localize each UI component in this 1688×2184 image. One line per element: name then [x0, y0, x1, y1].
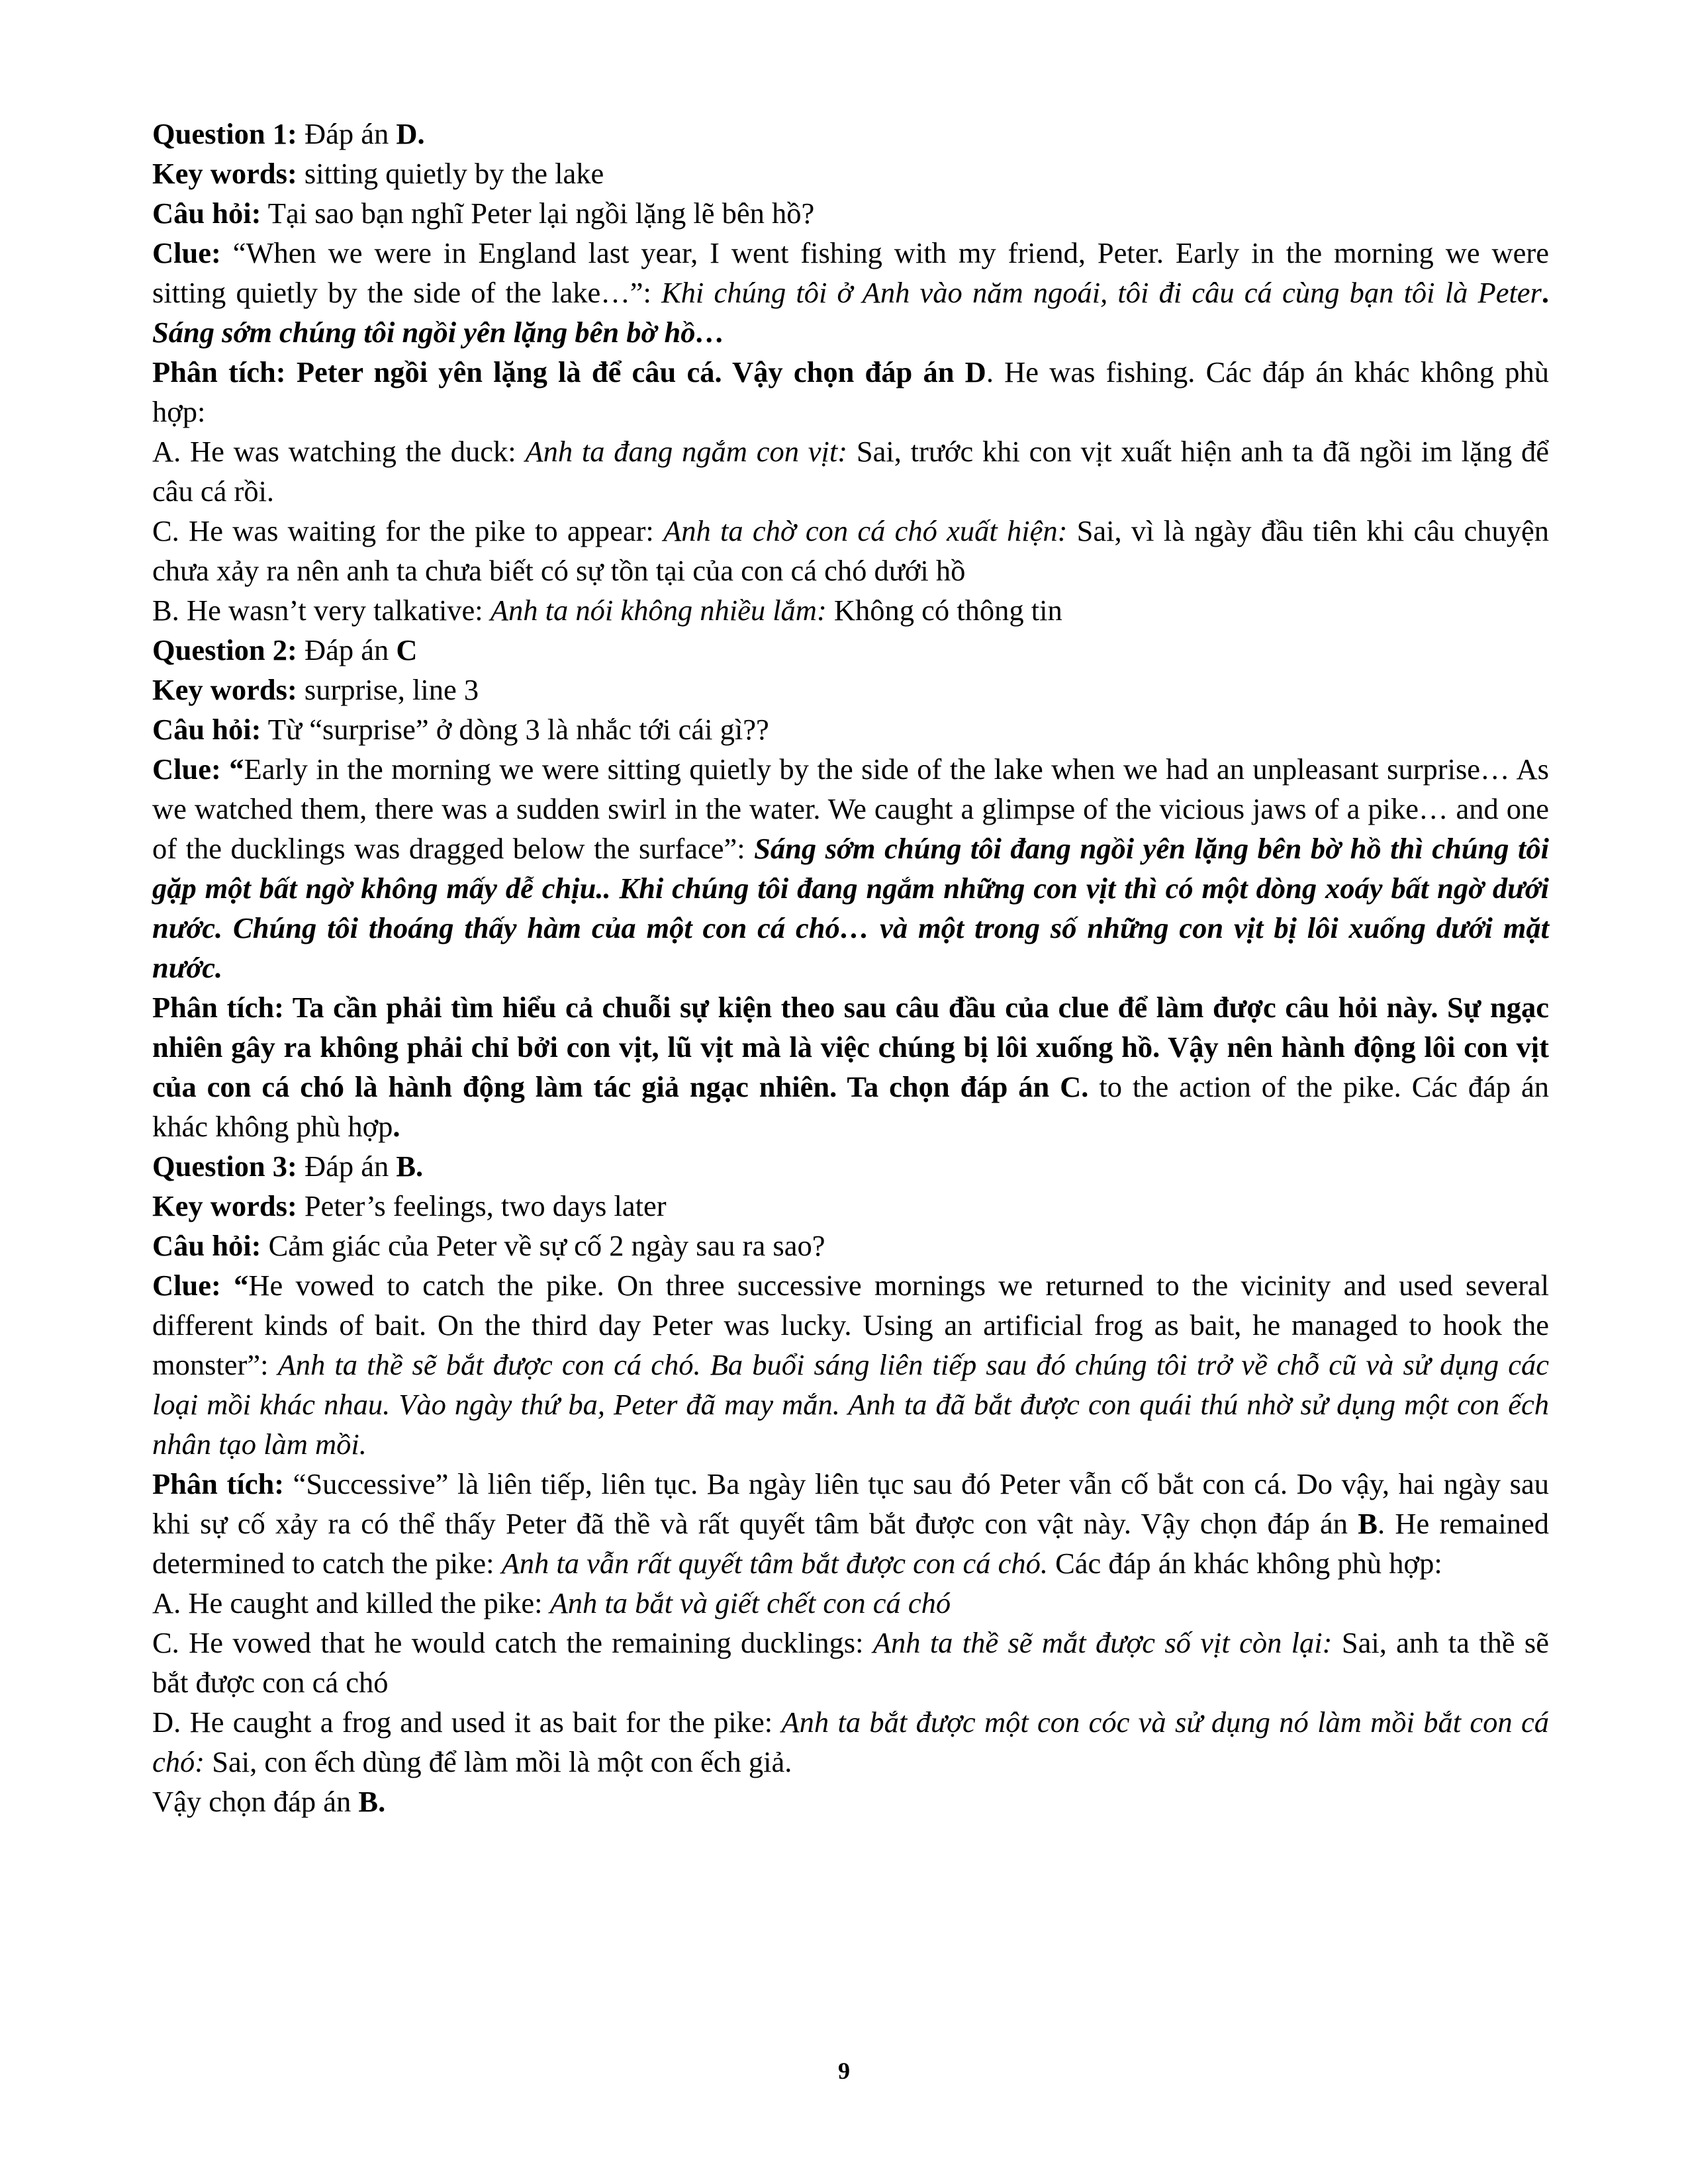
q1-clue-line-1: Clue: “When we were in England last year, I went fishing with my friend, Peter. Early in the morning we were: [152, 236, 1549, 269]
q1-option-b: B. He wasn’t very talkative: Anh ta nói không nhiều lắm: Không có thông tin: [152, 594, 1062, 627]
q3-clue-line-5: nhân tạo làm mồi.: [152, 1428, 367, 1461]
q3-heading: Question 3: Đáp án B.: [152, 1150, 424, 1183]
q3-clue-line-4: loại mồi khác nhau. Vào ngày thứ ba, Peter đã may mắn. Anh ta đã bắt được con quái thú nhờ sử dụng một con ếch: [152, 1388, 1549, 1421]
q2-clue-line-3: of the ducklings was dragged below the surface”: Sáng sớm chúng tôi đang ngồi yên lặng bên bờ hồ thì chúng tôi: [152, 832, 1549, 865]
q3-clue-line-2: different kinds of bait. On the third day Peter was lucky. Using an artificial frog as bait, he managed to hook the: [152, 1308, 1549, 1342]
q3-option-c-line-1: C. He vowed that he would catch the remaining ducklings: Anh ta thề sẽ mắt được số vịt còn lại: Sai, anh ta thề sẽ: [152, 1626, 1549, 1659]
page-number: 9: [838, 2058, 850, 2084]
q3-analysis-line-2: khi sự cố xảy ra có thể thấy Peter đã thề và rất quyết tâm bắt được con vật này. Vậy chọn đáp án B. He remained: [152, 1507, 1550, 1540]
q1-option-a-line-2: câu cá rồi.: [152, 475, 275, 508]
document-body: [152, 114, 1549, 1821]
q3-clue-line-3: monster”: Anh ta thề sẽ bắt được con cá chó. Ba buổi sáng liên tiếp sau đó chúng tôi trở về chỗ cũ và sử dụng các: [152, 1348, 1550, 1381]
q3-analysis-line-1: Phân tích: “Successive” là liên tiếp, liên tục. Ba ngày liên tục sau đó Peter vẫn cố bắt con cá. Do vậy, hai ngày sau: [152, 1467, 1549, 1500]
q2-clue-line-2: we watched them, there was a sudden swirl in the water. We caught a glimpse of the vicious jaws of a pike… and one: [152, 792, 1549, 825]
q2-analysis-line-4: khác không phù hợp.: [152, 1110, 400, 1143]
q1-option-c-line-1: C. He was waiting for the pike to appear: Anh ta chờ con cá chó xuất hiện: Sai, vì là ngày đầu tiên khi câu chuyện: [152, 514, 1549, 547]
q3-question: Câu hỏi: Cảm giác của Peter về sự cố 2 ngày sau ra sao?: [152, 1229, 825, 1262]
q1-analysis-line-1: Phân tích: Peter ngồi yên lặng là để câu cá. Vậy chọn đáp án D. He was fishing. Các đáp án khác không phù: [152, 355, 1549, 388]
q2-analysis-line-3: của con cá chó là hành động làm tác giả ngạc nhiên. Ta chọn đáp án C. to the action of the pike. Các đáp án: [152, 1070, 1549, 1103]
q2-clue-line-4: gặp một bất ngờ không mấy dễ chịu.. Khi chúng tôi đang ngắm những con vịt thì có một dòng xoáy bất ngờ dưới: [152, 872, 1549, 905]
q2-key-words: Key words: surprise, line 3: [152, 673, 479, 706]
q1-clue-line-2: sitting quietly by the side of the lake…”: Khi chúng tôi ở Anh vào năm ngoái, tôi đi câu cá cùng bạn tôi là Peter.: [152, 276, 1549, 309]
q2-heading: Question 2: Đáp án C: [152, 633, 418, 666]
q3-analysis-line-3: determined to catch the pike: Anh ta vẫn rất quyết tâm bắt được con cá chó. Các đáp án khác không phù hợp:: [152, 1547, 1442, 1580]
q2-clue-line-6: nước.: [152, 951, 223, 984]
q1-analysis-line-2: hợp:: [152, 395, 206, 428]
q3-option-c-line-2: bắt được con cá chó: [152, 1666, 389, 1699]
q1-clue-line-3: Sáng sớm chúng tôi ngồi yên lặng bên bờ hồ…: [152, 316, 726, 349]
q3-conclusion: Vậy chọn đáp án B.: [152, 1785, 386, 1818]
q3-option-d-line-2: chó: Sai, con ếch dùng để làm mồi là một con ếch giả.: [152, 1745, 792, 1778]
q3-option-d-line-1: D. He caught a frog and used it as bait for the pike: Anh ta bắt được một con cóc và sử dụng nó làm mồi bắt con cá: [152, 1706, 1549, 1739]
q2-analysis-line-1: Phân tích: Ta cần phải tìm hiểu cả chuỗi sự kiện theo sau câu đầu của clue để làm được câu hỏi này. Sự ngạc: [152, 991, 1549, 1024]
q2-question: Câu hỏi: Từ “surprise” ở dòng 3 là nhắc tới cái gì??: [152, 713, 769, 746]
q1-heading: Question 1: Đáp án D.: [152, 117, 425, 150]
q1-question: Câu hỏi: Tại sao bạn nghĩ Peter lại ngồi lặng lẽ bên hồ?: [152, 197, 815, 230]
q1-key-words: Key words: sitting quietly by the lake: [152, 157, 604, 190]
q3-option-a: A. He caught and killed the pike: Anh ta bắt và giết chết con cá chó: [152, 1586, 951, 1619]
q3-clue-line-1: Clue: “He vowed to catch the pike. On three successive mornings we returned to the vicinity and used several: [152, 1269, 1550, 1302]
q2-clue-line-1: Clue: “Early in the morning we were sitting quietly by the side of the lake when we had an unpleasant surprise… As: [152, 752, 1549, 786]
q2-clue-line-5: nước. Chúng tôi thoáng thấy hàm của một con cá chó… và một trong số những con vịt bị lôi xuống dưới mặt: [152, 911, 1549, 944]
q2-analysis-line-2: nhiên gây ra không phải chỉ bởi con vịt, lũ vịt mà là việc chúng bị lôi xuống hồ. Vậy nên hành động lôi con vịt: [152, 1030, 1549, 1064]
q1-option-c-line-2: chưa xảy ra nên anh ta chưa biết có sự tồn tại của con cá chó dưới hồ: [152, 554, 966, 587]
q1-option-a-line-1: A. He was watching the duck: Anh ta đang ngắm con vịt: Sai, trước khi con vịt xuất hiện anh ta đã ngồi im lặng để: [152, 435, 1550, 468]
q3-key-words: Key words: Peter’s feelings, two days later: [152, 1189, 667, 1222]
